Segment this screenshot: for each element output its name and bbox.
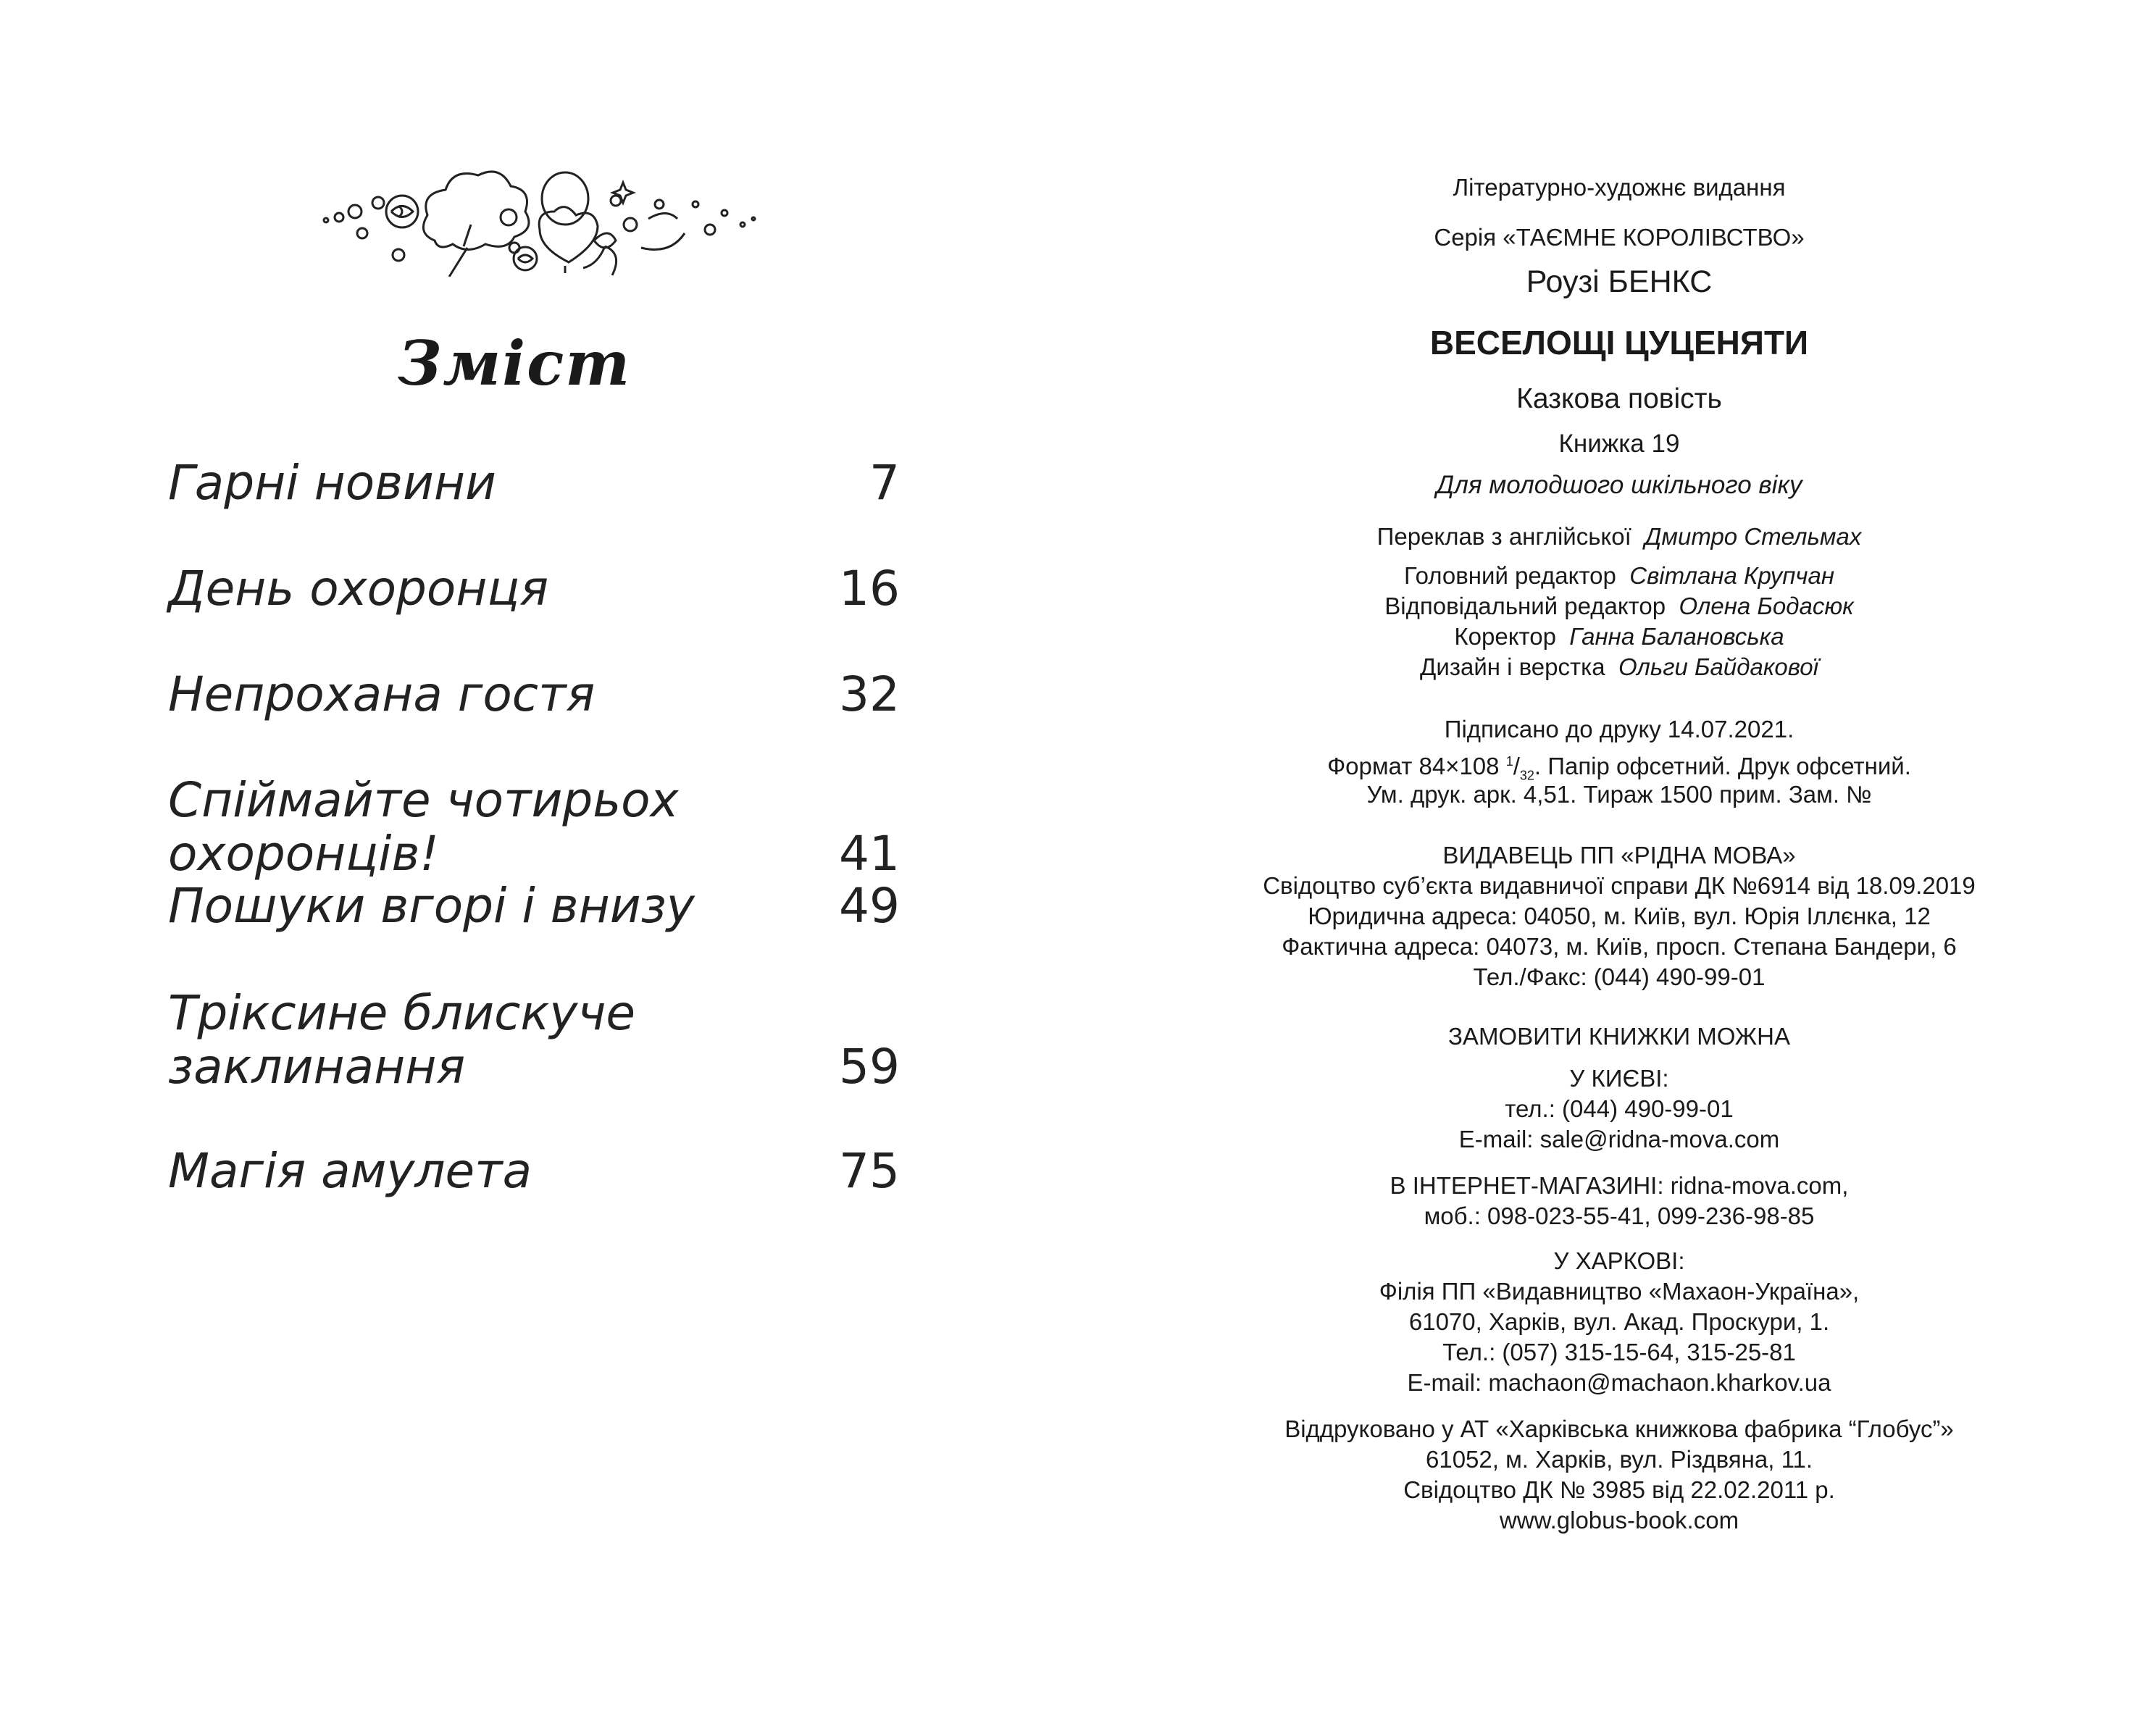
publisher-line: Тел./Факс: (044) 490-99-01 (1473, 963, 1766, 990)
toc-entry (168, 879, 900, 933)
order-line: E-mail: sale@ridna-mova.com (1458, 1126, 1780, 1152)
credit-line: Відповідальний редактор Олена Бодасюк (1384, 593, 1854, 619)
credit-line: Переклав з англійської Дмитро Стельмах (1376, 523, 1862, 550)
book-title: ВЕСЕЛОЩІ ЦУЦЕНЯТИ (1429, 324, 1809, 361)
toc-entry (168, 1145, 900, 1198)
kharkiv-line: У ХАРКОВІ: (1553, 1247, 1685, 1274)
decorative-ornament (319, 161, 761, 277)
toc-entry (168, 668, 900, 721)
toc-entry-label-line2: заклинання (168, 1039, 466, 1095)
publisher-line: Фактична адреса: 04073, м. Київ, просп. Степана Бандери, 6 (1282, 933, 1957, 960)
kharkiv-line: Філія ПП «Видавництво «Махаон-Україна», (1379, 1278, 1860, 1305)
author: Роузі БЕНКС (1526, 264, 1713, 299)
toc-entry-page: 59 (839, 1039, 900, 1095)
toc-entry (168, 562, 900, 616)
publisher-line: ВИДАВЕЦЬ ПП «РІДНА МОВА» (1442, 842, 1796, 869)
toc-entry-label-line1: Тріксине блискуче (168, 985, 635, 1041)
online-line: моб.: 098-023-55-41, 099-236-98-85 (1424, 1202, 1815, 1229)
toc-entry-label: Магія амулета (168, 1143, 532, 1199)
kharkiv-line: Тел.: (057) 315-15-64, 315-25-81 (1442, 1339, 1796, 1365)
online-line: В ІНТЕРНЕТ-МАГАЗИНІ: ridna-mova.com, (1390, 1172, 1849, 1199)
toc-entry-page: 7 (869, 455, 900, 511)
signed-date: Підписано до друку 14.07.2021. (1444, 716, 1794, 742)
toc-entry-page: 32 (839, 666, 900, 722)
credit-line: Коректор Ганна Балановська (1454, 623, 1784, 650)
printer-line: www.globus-book.com (1499, 1507, 1739, 1534)
kharkiv-line: 61070, Харків, вул. Акад. Проскури, 1. (1408, 1308, 1830, 1335)
toc-entry-page: 41 (839, 826, 900, 882)
toc-entry-page: 75 (839, 1143, 900, 1199)
kharkiv-line: E-mail: machaon@machaon.kharkov.ua (1407, 1369, 1831, 1396)
format-line: Формат 84×108 $^1/_{32}$. Папір офсетний. Друк офсетний. (1327, 753, 1911, 783)
credit-line: Головний редактор Світлана Крупчан (1403, 562, 1835, 589)
order-line: У КИЄВІ: (1569, 1065, 1669, 1092)
toc-entry-page: 49 (839, 878, 900, 934)
book-number: Книжка 19 (1558, 430, 1680, 458)
credit-line: Дизайн і верстка Ольги Байдакової (1420, 653, 1818, 680)
toc-entry (168, 774, 900, 881)
toc-entry-label: День охоронця (168, 561, 549, 616)
imprint-page (1174, 0, 2065, 1711)
toc-entry (168, 987, 900, 1094)
series: Серія «ТАЄМНЕ КОРОЛІВСТВО» (1434, 224, 1805, 251)
genre: Казкова повість (1516, 383, 1722, 414)
order-line: тел.: (044) 490-99-01 (1505, 1095, 1734, 1122)
publisher-line: Свідоцтво суб’єкта видавничої справи ДК №6914 від 18.09.2019 (1263, 872, 1976, 899)
printer-line: 61052, м. Харків, вул. Різдвяна, 11. (1425, 1446, 1813, 1473)
toc-title: Зміст (397, 327, 632, 399)
edition-type: Літературно-художнє видання (1453, 174, 1786, 201)
publisher-line: Юридична адреса: 04050, м. Київ, вул. Юрія Іллєнка, 12 (1308, 903, 1931, 929)
toc-entry-label: Спіймайте чотирьох охоронців! (168, 772, 679, 882)
audience: Для молодшого шкільного віку (1436, 471, 1802, 499)
order-line: ЗАМОВИТИ КНИЖКИ МОЖНА (1448, 1023, 1790, 1050)
printer-line: Свідоцтво ДК № 3985 від 22.02.2011 р. (1403, 1476, 1835, 1503)
toc-entry (168, 456, 900, 510)
toc-entry-label: Гарні новини (168, 455, 496, 511)
toc-entry-label: Непрохана гостя (168, 666, 596, 722)
toc-entry-page: 16 (839, 561, 900, 616)
print-run: Ум. друк. арк. 4,51. Тираж 1500 прим. Зам. № (1366, 781, 1872, 808)
toc-entry-label: Пошуки вгорі і внизу (168, 878, 695, 934)
printer-line: Віддруковано у АТ «Харківська книжкова фабрика “Глобус”» (1284, 1415, 1954, 1442)
